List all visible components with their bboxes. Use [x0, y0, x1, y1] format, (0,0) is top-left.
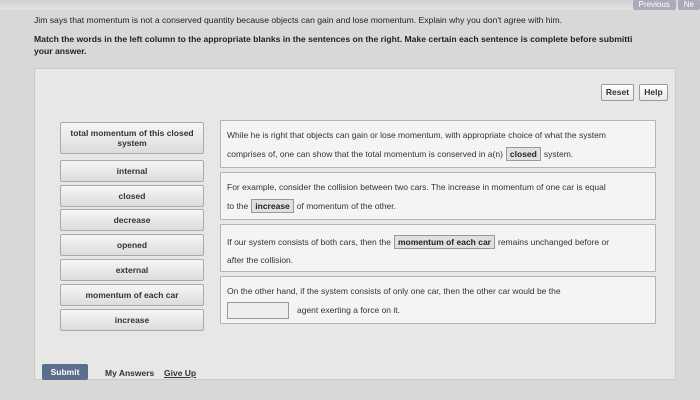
nav-buttons	[631, 0, 700, 10]
next-button[interactable]: Ne	[678, 0, 700, 10]
word-decrease[interactable]: decrease	[60, 209, 204, 231]
help-button[interactable]: Help	[639, 84, 668, 101]
sentence-1: While he is right that objects can gain or lose momentum, with appropriate choice of what the system comprises of, one can show that the total momentum is conserved in a(n) closed system.	[220, 120, 656, 168]
word-closed[interactable]: closed	[60, 185, 204, 207]
sentence-4: On the other hand, if the system consists of only one car, then the other car would be the agent exerting a force on it.	[220, 276, 656, 324]
question-text	[34, 15, 694, 57]
sentence-2: For example, consider the collision between two cars. The increase in momentum of one car is equal to the increase of momentum of the other.	[220, 172, 656, 220]
submit-button[interactable]: Submit	[42, 364, 88, 380]
word-momentum-each-car[interactable]: momentum of each car	[60, 284, 204, 306]
blank-2-filled[interactable]: increase	[251, 199, 294, 213]
give-up-link[interactable]: Give Up	[164, 368, 197, 378]
word-total-momentum[interactable]: total momentum of this closed system	[60, 122, 204, 154]
word-opened[interactable]: opened	[60, 234, 204, 256]
question-instructions: Match the words in the left column to the appropriate blanks in the sentences on the right. Make certain each sentence is complete before submitti your answer.	[34, 34, 633, 56]
reset-button[interactable]: Reset	[601, 84, 634, 101]
previous-button[interactable]: Previous	[633, 0, 676, 10]
blank-3-filled[interactable]: momentum of each car	[394, 235, 495, 249]
word-internal[interactable]: internal	[60, 160, 204, 182]
sentence-3: If our system consists of both cars, then the momentum of each car remains unchanged before or after the collision.	[220, 224, 656, 272]
word-increase[interactable]: increase	[60, 309, 204, 331]
top-bar	[0, 0, 700, 10]
blank-1-filled[interactable]: closed	[506, 147, 541, 161]
my-answers-link[interactable]: My Answers	[105, 368, 155, 378]
word-external[interactable]: external	[60, 259, 204, 281]
question-prompt: Jim says that momentum is not a conserved quantity because objects can gain and lose momentum. Explain why you don't agree with him.	[34, 15, 563, 25]
blank-4-empty[interactable]	[227, 302, 289, 319]
